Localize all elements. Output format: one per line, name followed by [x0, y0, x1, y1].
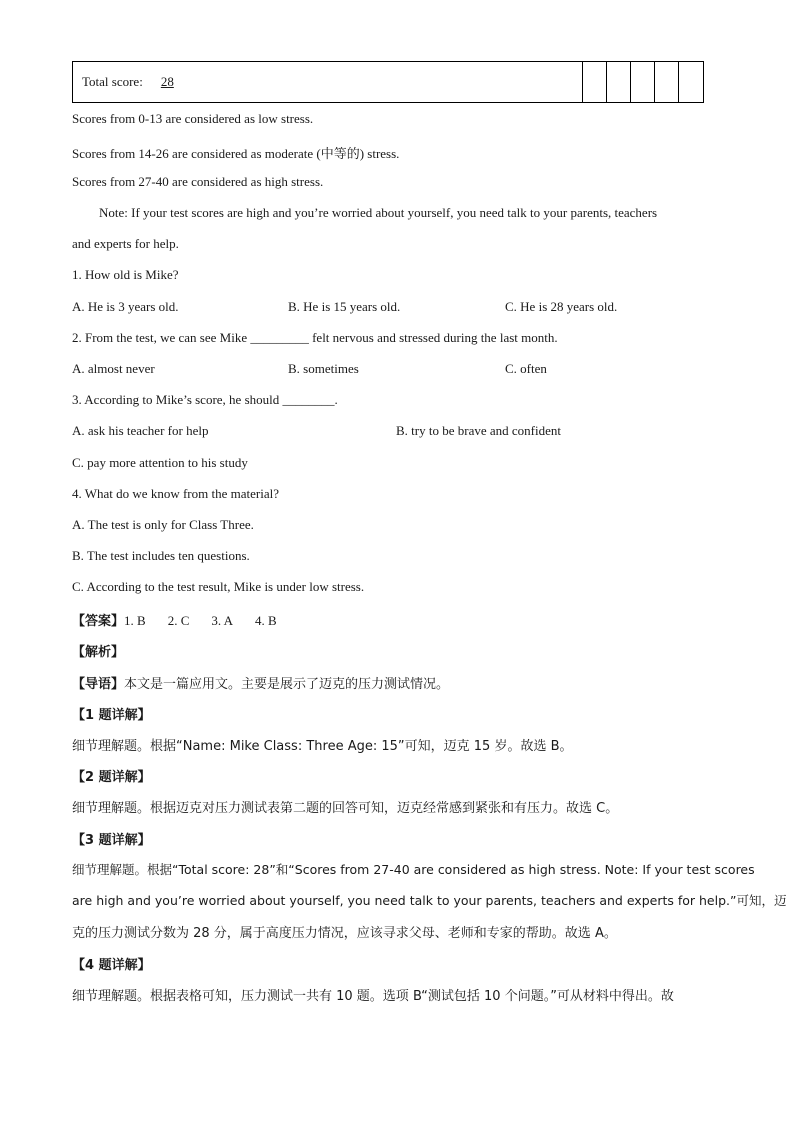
question-3-option-c: C. pay more attention to his study: [72, 455, 248, 470]
question-3-option-b: B. try to be brave and confident: [396, 423, 561, 438]
detail-1-heading: 【1 题详解】: [72, 708, 151, 723]
detail-3-text-line-2: are high and you’re worried about yourself, you need talk to your parents, teachers and experts for help.”可知，迈: [72, 893, 787, 908]
note-line-1: Note: If your test scores are high and you’re worried about yourself, you need talk to your parents, teachers: [99, 205, 658, 220]
question-3-stem: 3. According to Mike’s score, he should ________.: [72, 392, 338, 407]
intro-text: 本文是一篇应用文。主要是展示了迈克的压力测试情况。: [124, 677, 450, 692]
detail-2-heading: 【2 题详解】: [72, 770, 151, 785]
note-line-2: and experts for help.: [72, 236, 179, 251]
detail-4-heading: 【4 题详解】: [72, 958, 151, 973]
scoring-high: Scores from 27-40 are considered as high stress.: [72, 174, 324, 189]
question-2-stem: 2. From the test, we can see Mike _________ felt nervous and stressed during the last month.: [72, 330, 558, 345]
question-4-option-c: C. According to the test result, Mike is under low stress.: [72, 579, 365, 594]
answer-label: 【答案】: [72, 614, 125, 629]
question-1-option-a: A. He is 3 years old.: [72, 299, 179, 314]
answer-item: 2. C: [167, 613, 190, 628]
answer-line: [72, 610, 277, 629]
empty-score-cell: [655, 62, 679, 102]
empty-score-cell: [679, 62, 703, 102]
intro-label: 【导语】: [72, 677, 125, 692]
empty-score-cell: [631, 62, 655, 102]
question-2-option-a: A. almost never: [72, 361, 155, 376]
detail-3-heading: 【3 题详解】: [72, 833, 151, 848]
empty-score-cell: [583, 62, 607, 102]
intro-line: [72, 673, 449, 692]
total-score-table: [72, 61, 704, 103]
question-2-option-b: B. sometimes: [288, 361, 359, 376]
total-score-label: Total score:: [82, 74, 143, 89]
answer-item: 1. B: [124, 613, 146, 628]
detail-3-text-line-3: 克的压力测试分数为 28 分，属于高度压力情况，应该寻求父母、老师和专家的帮助。故选 A。: [72, 926, 617, 941]
question-1-option-c: C. He is 28 years old.: [505, 299, 618, 314]
empty-score-cell: [607, 62, 631, 102]
detail-2-text: 细节理解题。根据迈克对压力测试表第二题的回答可知，迈克经常感到紧张和有压力。故选 C。: [72, 801, 619, 816]
total-score-value: 28: [160, 74, 174, 89]
analysis-heading: 【解析】: [72, 645, 125, 660]
total-score-cell: [73, 62, 583, 102]
question-3-option-a: A. ask his teacher for help: [72, 423, 209, 438]
question-4-option-b: B. The test includes ten questions.: [72, 548, 250, 563]
answer-item: 4. B: [255, 613, 277, 628]
detail-3-text-line-1: 细节理解题。根据“Total score: 28”和“Scores from 27-40 are considered as high stress. Note: If your test scores: [72, 862, 755, 877]
question-4-stem: 4. What do we know from the material?: [72, 486, 279, 501]
detail-1-text: 细节理解题。根据“Name: Mike Class: Three Age: 15”可知，迈克 15 岁。故选 B。: [72, 739, 573, 754]
question-1-option-b: B. He is 15 years old.: [288, 299, 401, 314]
scoring-low: Scores from 0-13 are considered as low stress.: [72, 111, 314, 126]
detail-4-text: 细节理解题。根据表格可知，压力测试一共有 10 题。选项 B“测试包括 10 个问题。”可从材料中得出。故: [72, 989, 674, 1004]
question-1-stem: 1. How old is Mike?: [72, 267, 179, 282]
question-4-option-a: A. The test is only for Class Three.: [72, 517, 254, 532]
question-2-option-c: C. often: [505, 361, 547, 376]
scoring-moderate: Scores from 14-26 are considered as moderate (中等的) stress.: [72, 146, 400, 161]
answer-item: 3. A: [211, 613, 234, 628]
